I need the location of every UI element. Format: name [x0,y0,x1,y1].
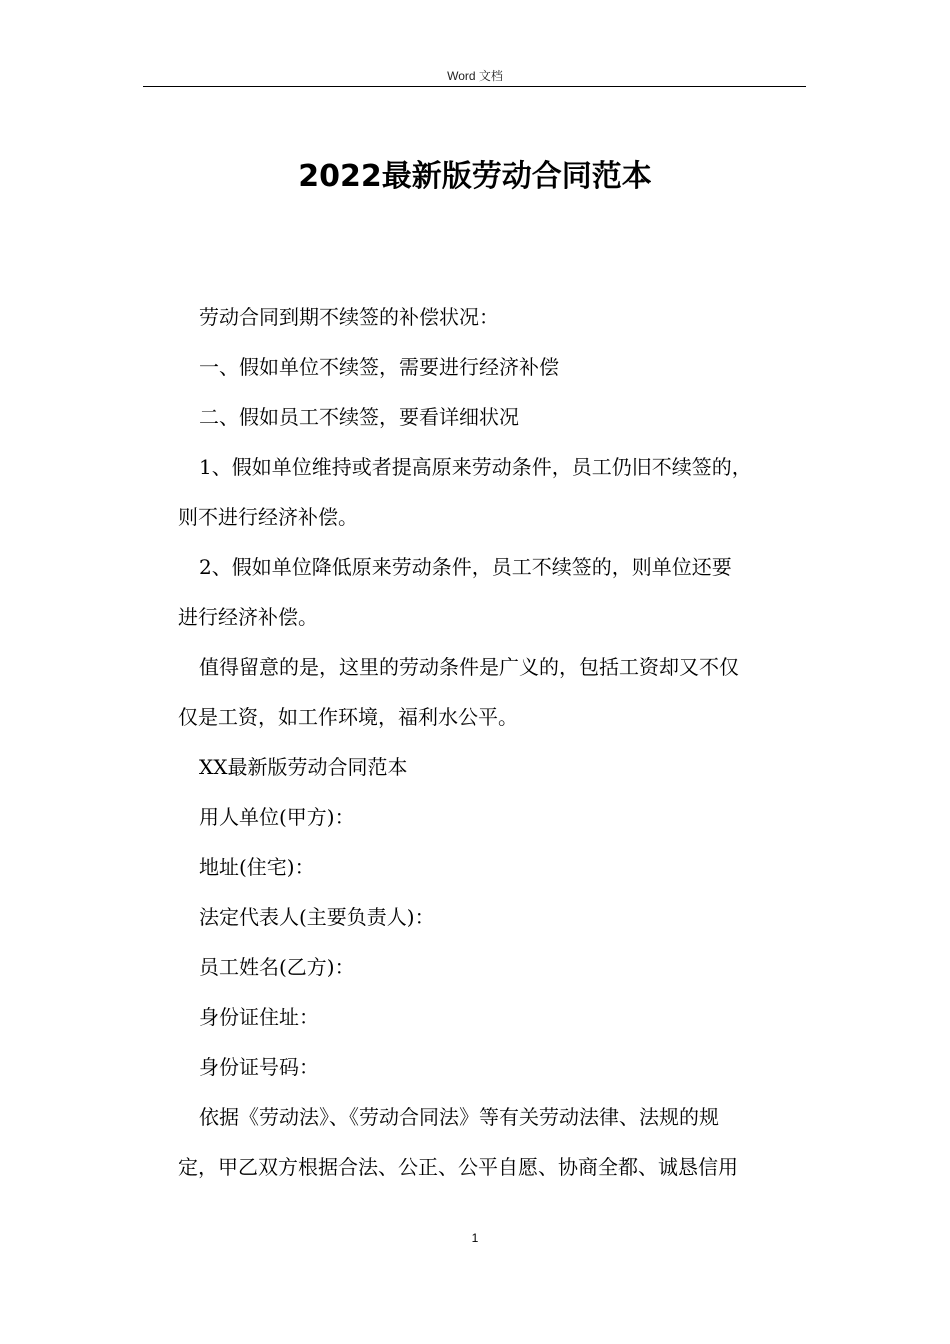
body-paragraph [178,892,808,942]
paragraph-line: 身份证住址： [199,1005,319,1029]
document-title: 2022最新版劳动合同范本 [298,159,652,194]
body-paragraph [178,392,808,442]
paragraph-line: 二、假如员工不续签，要看详细状况 [199,405,519,429]
body-paragraph [178,842,808,892]
body-paragraph [178,542,808,642]
paragraph-line: 定，甲乙双方根据合法、公正、公平自愿、协商全都、诚恳信用 [178,1155,738,1179]
paragraph-line: 依据《劳动法》、《劳动合同法》等有关劳动法律、法规的规 [199,1105,719,1129]
body-paragraph [178,342,808,392]
body-paragraph [178,942,808,992]
body-paragraph [178,1092,808,1192]
paragraph-line: 仅是工资，如工作环境，福利水公平。 [178,705,518,729]
paragraph-line: 2、假如单位降低原来劳动条件，员工不续签的，则单位还要 [199,555,732,579]
document-body [178,292,808,1192]
page-number: 1 [471,1231,479,1245]
paragraph-line: 则不进行经济补偿。 [178,505,358,529]
paragraph-line: 进行经济补偿。 [178,605,318,629]
paragraph-line: 一、假如单位不续签，需要进行经济补偿 [199,355,559,379]
body-paragraph [178,1042,808,1092]
paragraph-line: 值得留意的是，这里的劳动条件是广义的，包括工资却又不仅 [199,655,739,679]
paragraph-line: 劳动合同到期不续签的补偿状况： [199,305,499,329]
paragraph-line: 1、假如单位维持或者提高原来劳动条件，员工仍旧不续签的， [199,455,752,479]
paragraph-line: XX最新版劳动合同范本 [199,755,408,779]
body-paragraph [178,442,808,542]
page-header-label: Word 文档 [447,69,503,83]
paragraph-line: 地址(住宅)： [199,855,315,879]
body-paragraph [178,642,808,742]
body-paragraph [178,992,808,1042]
paragraph-line: 法定代表人(主要负责人)： [199,905,435,929]
paragraph-line: 身份证号码： [199,1055,319,1079]
paragraph-line: 用人单位(甲方)： [199,805,355,829]
paragraph-line: 员工姓名(乙方)： [199,955,355,979]
body-paragraph [178,792,808,842]
header-divider [143,86,806,87]
body-paragraph [178,742,808,792]
body-paragraph [178,292,808,342]
